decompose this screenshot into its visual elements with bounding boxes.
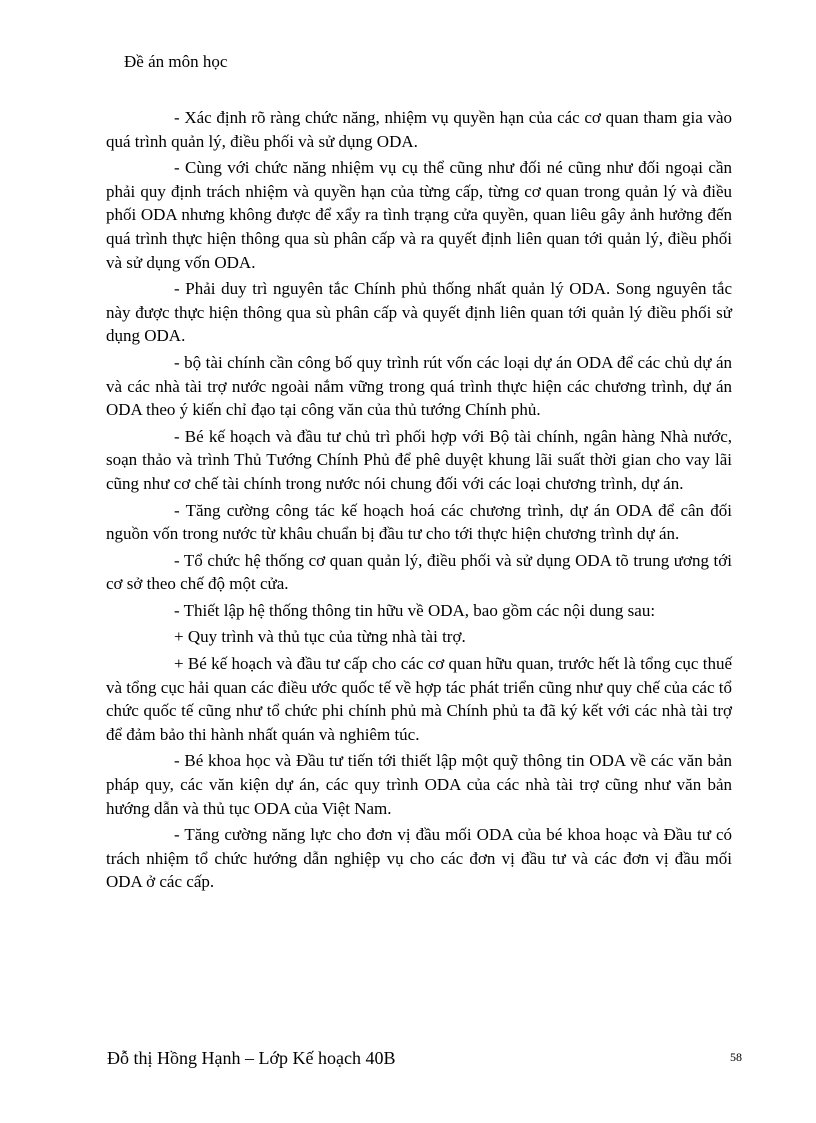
paragraph-12: - Tăng cường năng lực cho đơn vị đầu mối ODA của bé khoa hoạc và Đầu tư có trách nhiệm tổ chức hướng dẫn nghiệp vụ cho các đơn vị đầu tư và các đơn vị đầu mối ODA ở các cấp.	[106, 825, 732, 892]
paragraph-5: - Bé kế hoạch và đầu tư chủ trì phối hợp với Bộ tài chính, ngân hàng Nhà nước, soạn thảo và trình Thủ Tướng Chính Phủ để phê duyệt khung lãi suất thời gian cho vay lãi cũng như cơ chế tài chính trong nước nói chung đối với các loại chương trình, dự án.	[106, 426, 732, 493]
paragraph-11: - Bé khoa học và Đầu tư tiến tới thiết lập một quỹ thông tin ODA về các văn bản pháp quy, các văn kiện dự án, các quy trình ODA của các nhà tài trợ cũng như văn bản hướng dẫn và thủ tục ODA của Việt Nam.	[106, 751, 732, 818]
footer-author: Đỗ thị Hồng Hạnh – Lớp Kế hoạch 40B	[107, 1048, 396, 1068]
paragraph-10: + Bé kế hoạch và đầu tư cấp cho các cơ quan hữu quan, trước hết là tổng cục thuế và tổng cục hải quan các điều ước quốc tế về hợp tác phát triển cũng như quy chế của các tổ chức quốc tế cũng như tổ chức phi chính phủ mà Chính phủ ta đã ký kết với các nhà tài trợ để đảm bảo thi hành nhất quán và nghiêm túc.	[106, 654, 732, 744]
paragraph-3: - Phải duy trì nguyên tắc Chính phủ thống nhất quản lý ODA. Song nguyên tắc này được thực hiện thông qua sù phân cấp và quyết định liên quan tới quản lý điều phối sử dụng ODA.	[106, 279, 732, 346]
paragraph-7: - Tổ chức hệ thống cơ quan quản lý, điều phối và sử dụng ODA tõ trung ương tới cơ sở theo chế độ một cửa.	[106, 550, 732, 594]
paragraph-4: - bộ tài chính cần công bố quy trình rút vốn các loại dự án ODA để các chủ dự án và các nhà tài trợ nước ngoài nắm vững trong quá trình thực hiện các chương trình, dự án ODA theo ý kiến chỉ đạo tại công văn của thủ tướng Chính phủ.	[106, 352, 732, 420]
paragraph-6: - Tăng cường công tác kế hoạch hoá các chương trình, dự án ODA để cân đối nguồn vốn trong nước từ khâu chuẩn bị đầu tư cho tới thực hiện chương trình dự án.	[106, 500, 732, 544]
document-body	[106, 106, 732, 897]
page-header-title: Đề án môn học	[124, 52, 228, 71]
page-number: 58	[730, 1050, 742, 1064]
paragraph-1: - Xác định rõ ràng chức năng, nhiệm vụ quyền hạn của các cơ quan tham gia vào quá trình quản lý, điều phối và sử dụng ODA.	[106, 108, 732, 151]
paragraph-8: - Thiết lập hệ thống thông tin hữu về ODA, bao gồm các nội dung sau:	[174, 600, 656, 620]
paragraph-2: - Cùng với chức năng nhiệm vụ cụ thể cũng như đối né cũng như đối ngoại cần phải quy định trách nhiệm và quyền hạn của từng cấp, từng cơ quan trong quản lý và điều phối ODA nhưng không được để xẩy ra tình trạng cửa quyền, quan liêu gây ảnh hưởng đến quá trình thực hiện thông qua sù phân cấp và ra quyết định liên quan tới quản lý, điều phối và sử dụng vốn ODA.	[106, 158, 732, 272]
paragraph-9: + Quy trình và thủ tục của từng nhà tài trợ.	[174, 627, 466, 647]
